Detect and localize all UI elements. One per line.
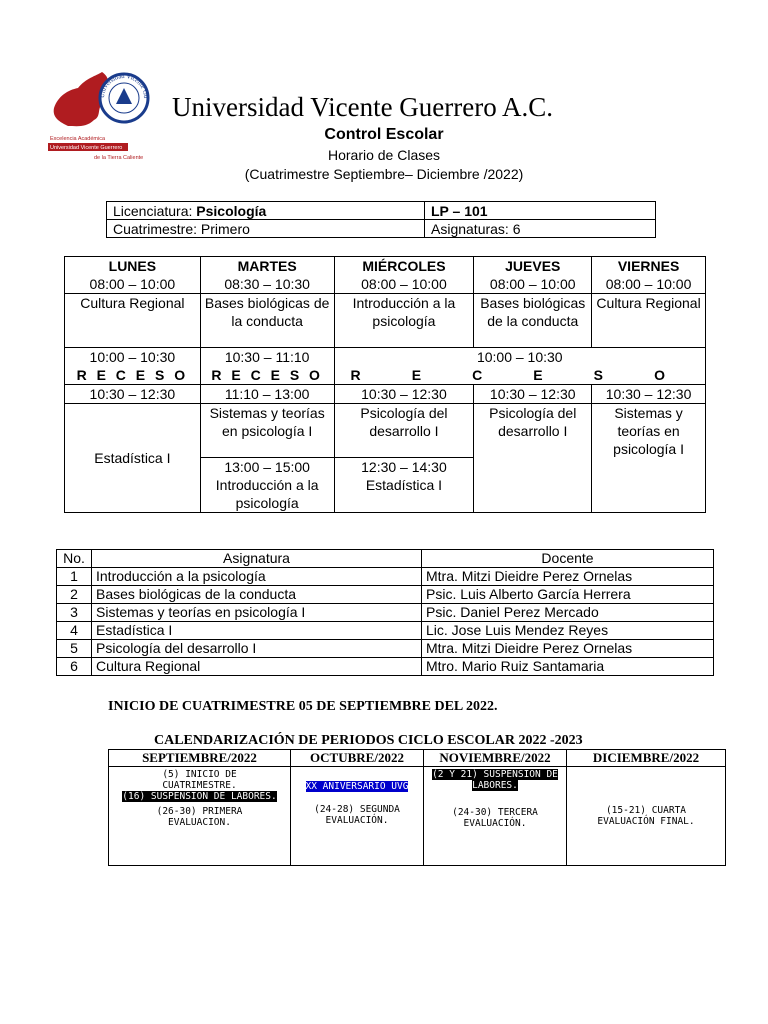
sep-event-evaluacion: (26-30) PRIMERA EVALUACION. xyxy=(156,806,243,828)
class-cell: Bases biológicas de la conducta xyxy=(200,294,334,348)
month-nov: NOVIEMBRE/2022 xyxy=(424,750,567,767)
table-row: 2 Bases biológicas de la conducta Psic. Luis Alberto García Herrera xyxy=(57,586,714,604)
month-sep: SEPTIEMBRE/2022 xyxy=(109,750,291,767)
department-title: Control Escolar xyxy=(324,126,444,143)
calendar-table xyxy=(108,749,726,866)
schedule-table xyxy=(64,256,706,513)
dic-events xyxy=(567,767,726,866)
period-label: (Cuatrimestre Septiembre– Diciembre /2022) xyxy=(244,166,524,182)
time-cell: 10:30 – 12:30 xyxy=(334,385,474,404)
calendar-title: CALENDARIZACIÓN DE PERIODOS CICLO ESCOLAR 2022 -2023 xyxy=(154,733,583,748)
second-times-row xyxy=(65,385,706,404)
oct-event-evaluacion: (24-28) SEGUNDA EVALUACIÓN. xyxy=(314,804,400,826)
class-cell: Sistemas y teorías en psicología I xyxy=(592,404,706,513)
receso-rest: 10:00 – 10:30 R E C E S O xyxy=(334,348,705,385)
table-row: 1 Introducción a la psicología Mtra. Mitzi Dieidre Perez Ornelas xyxy=(57,568,714,586)
calendar-header-row xyxy=(109,750,726,767)
time-cell: 11:10 – 13:00 xyxy=(200,385,334,404)
class-cell: Estadística I xyxy=(65,404,201,513)
receso-spread: R E C E S O xyxy=(350,367,665,383)
time-cell: 10:30 – 12:30 xyxy=(474,385,592,404)
class-cell: Sistemas y teorías en psicología I xyxy=(200,404,334,458)
class-cell: Cultura Regional xyxy=(592,294,706,348)
nov-event-suspension: (2 Y 21) SUSPENSION DE LABORES. xyxy=(432,769,558,791)
schedule-day-row xyxy=(65,257,706,294)
table-row: 4 Estadística I Lic. Jose Luis Mendez Reyes xyxy=(57,622,714,640)
licenciatura-cell: Licenciatura: Psicología xyxy=(107,202,425,220)
nov-events xyxy=(424,767,567,866)
oct-events xyxy=(291,767,424,866)
day-jueves: JUEVES 08:00 – 10:00 xyxy=(474,257,592,294)
logo-line-1: Excelencia Académica xyxy=(50,136,106,142)
receso-lunes: 10:00 – 10:30 R E C E S O xyxy=(65,348,201,385)
day-viernes: VIERNES 08:00 – 10:00 xyxy=(592,257,706,294)
day-miercoles: MIÉRCOLES 08:00 – 10:00 xyxy=(334,257,474,294)
sep-event-inicio: (5) INICIO DE CUATRIMESTRE. xyxy=(162,769,237,791)
header-no: No. xyxy=(57,550,92,568)
class-cell: Psicología del desarrollo I xyxy=(474,404,592,513)
time-cell: 10:30 – 12:30 xyxy=(592,385,706,404)
header-asignatura: Asignatura xyxy=(92,550,422,568)
start-notice: INICIO DE CUATRIMESTRE 05 DE SEPTIEMBRE DEL 2022. xyxy=(108,699,498,714)
class-cell: Cultura Regional xyxy=(65,294,201,348)
sep-event-suspension: (16) SUSPENSIÓN DE LABORES. xyxy=(122,791,277,802)
third-martes: 13:00 – 15:00 Introducción a la psicología xyxy=(200,458,334,513)
asignaturas-cell: Asignaturas: 6 xyxy=(425,220,656,238)
document-subtitle: Horario de Clases xyxy=(327,147,441,163)
month-oct: OCTUBRE/2022 xyxy=(291,750,424,767)
time-cell: 10:30 – 12:30 xyxy=(65,385,201,404)
day-martes: MARTES 08:30 – 10:30 xyxy=(200,257,334,294)
receso-row xyxy=(65,348,706,385)
receso-martes: 10:30 – 11:10 R E C E S O xyxy=(200,348,334,385)
table-row: 6 Cultura Regional Mtro. Mario Ruiz Santamaria xyxy=(57,658,714,676)
nov-event-evaluacion: (24-30) TERCERA EVALUACIÓN. xyxy=(452,807,538,829)
logo-line-3: de la Tierra Caliente xyxy=(94,155,144,161)
licenciatura-value: Psicología xyxy=(196,202,267,219)
second-block-row xyxy=(65,404,706,458)
day-lunes: LUNES 08:00 – 10:00 xyxy=(65,257,201,294)
cuatrimestre-cell: Cuatrimestre: Primero xyxy=(107,220,425,238)
table-row: 3 Sistemas y teorías en psicología I Psic. Daniel Perez Mercado xyxy=(57,604,714,622)
class-cell: Psicología del desarrollo I xyxy=(334,404,474,458)
header-docente: Docente xyxy=(422,550,714,568)
sep-events xyxy=(109,767,291,866)
class-cell: Introducción a la psicología xyxy=(334,294,474,348)
group-code: LP – 101 xyxy=(425,202,656,220)
dic-event-evaluacion: (15-21) CUARTA EVALUACIÓN FINAL. xyxy=(597,805,695,827)
logo-arc-text: Universidad Vicente Gu xyxy=(98,72,150,99)
subjects-header-row xyxy=(57,550,714,568)
class-cell: Bases biológicas de la conducta xyxy=(474,294,592,348)
table-row: 5 Psicología del desarrollo I Mtra. Mitzi Dieidre Perez Ornelas xyxy=(57,640,714,658)
month-dic: DICIEMBRE/2022 xyxy=(567,750,726,767)
third-miercoles: 12:30 – 14:30 Estadística I xyxy=(334,458,474,513)
calendar-events-row xyxy=(109,767,726,866)
program-info-table xyxy=(106,201,656,238)
oct-event-aniversario: XX ANIVERSARIO UVG xyxy=(305,781,409,792)
subjects-table xyxy=(56,549,714,676)
logo-line-2: Universidad Vicente Guerrero xyxy=(50,145,123,151)
first-block-row xyxy=(65,294,706,348)
university-name: Universidad Vicente Guerrero A.C. xyxy=(172,92,554,122)
